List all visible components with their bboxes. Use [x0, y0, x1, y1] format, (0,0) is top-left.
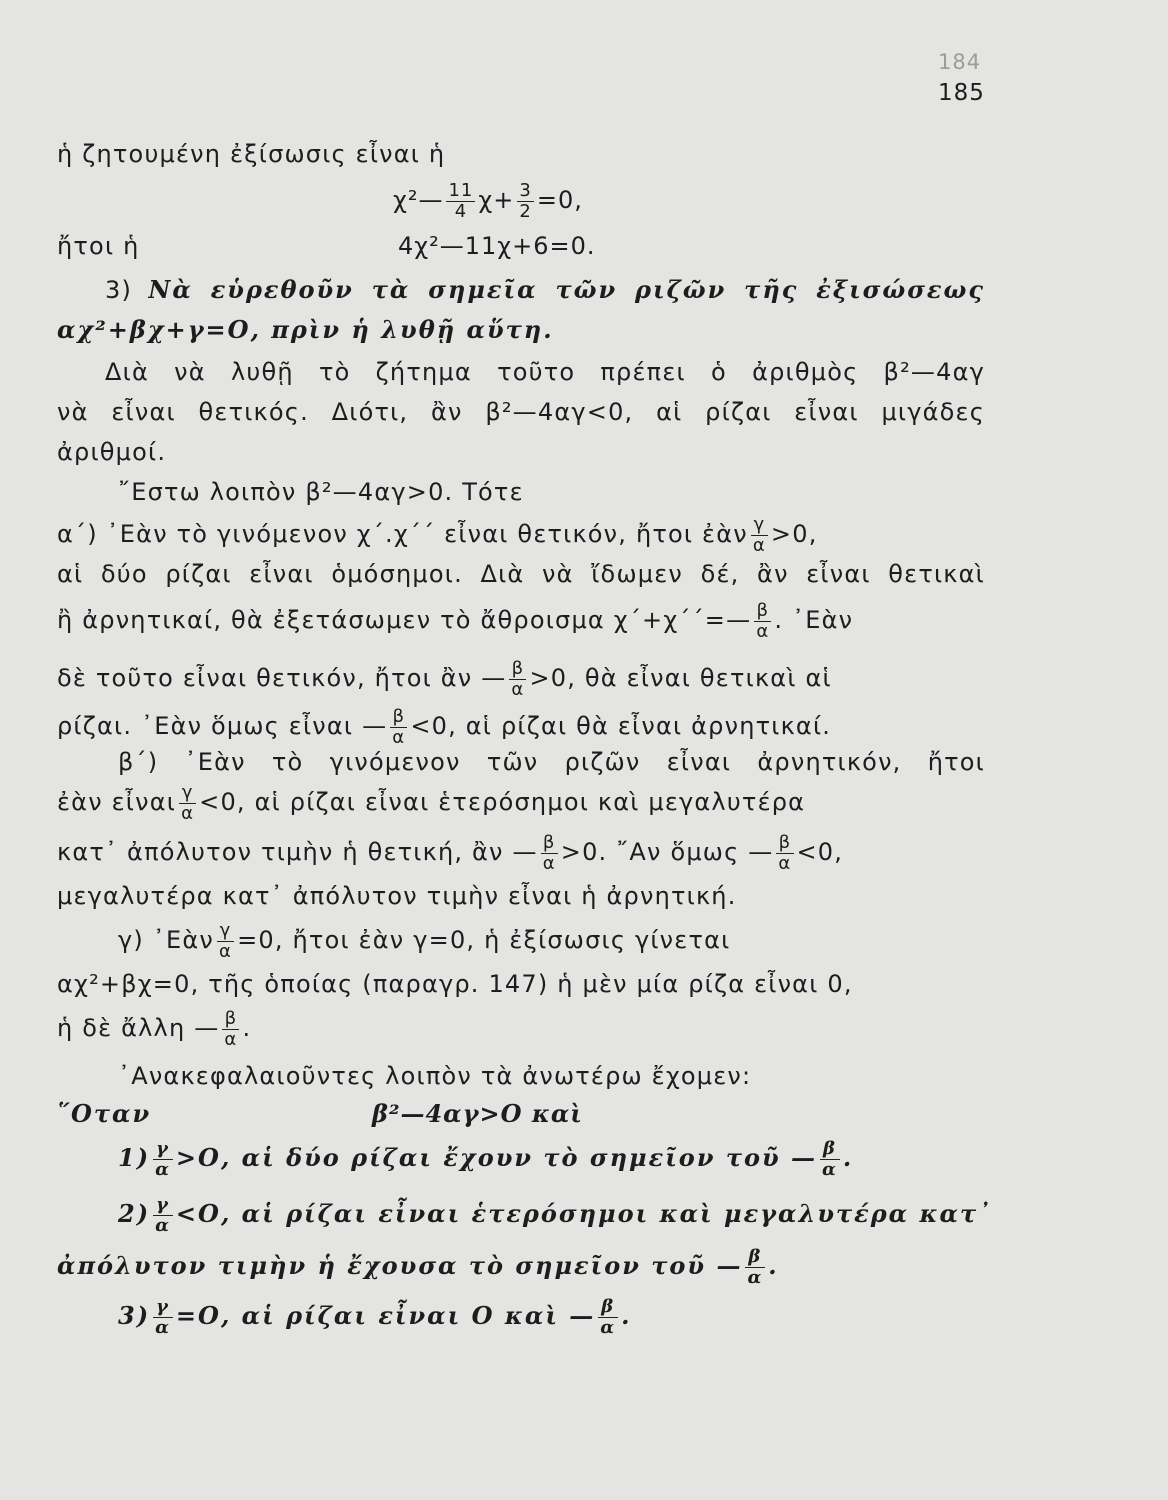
- text-line: ἡ ζητουμένη ἐξίσωσις εἶναι ἡ: [57, 140, 446, 168]
- text-line: Διὰ νὰ λυθῇ τὸ ζήτημα τοῦτο πρέπει ὁ ἀριθμὸς β²—4αγ: [105, 358, 985, 386]
- fraction: $\frac{\gamma}{\alpha}$: [181, 781, 195, 824]
- equation-2: 4χ²—11χ+6=0.: [398, 232, 596, 260]
- fraction: $\frac{3}{2}$: [519, 179, 532, 222]
- equation-1: χ²— $\frac{11}{4}$ χ+ $\frac{3}{2}$ =0,: [393, 179, 583, 222]
- summary-rule-3: 3) $\frac{\gamma}{\alpha}$ =Ο, αἱ ρίζαι εἶναι Ο καὶ — $\frac{\beta}{\alpha}$ .: [118, 1296, 632, 1338]
- text-line: δὲ τοῦτο εἶναι θετικόν, ἤτοι ἂν — $\frac{\beta}{\alpha}$ >0, θὰ εἶναι θετικαὶ αἱ: [57, 657, 832, 700]
- text-line: ἤτοι ἡ: [57, 232, 140, 260]
- text-line: ρίζαι. ᾿Εὰν ὅμως εἶναι — $\frac{\beta}{\alpha}$ <0, αἱ ρίζαι θὰ εἶναι ἀρνητικαί.: [57, 705, 832, 748]
- fraction: $\frac{\gamma}{\alpha}$: [219, 919, 233, 962]
- text-line: ἡ δὲ ἄλλη — $\frac{\beta}{\alpha}$ .: [57, 1007, 252, 1050]
- fraction: $\frac{\beta}{\alpha}$: [756, 599, 770, 642]
- text-line: μεγαλυτέρα κατ᾿ ἀπόλυτον τιμὴν εἶναι ἡ ἀρνητική.: [57, 882, 737, 910]
- text-line: α΄) ᾿Εὰν τὸ γινόμενον χ΄.χ΄΄ εἶναι θετικόν, ἤτοι ἐὰν $\frac{\gamma}{\alpha}$ >0,: [57, 513, 818, 556]
- fraction: $\frac{\beta}{\alpha}$: [747, 1246, 764, 1288]
- text-line: κατ᾿ ἀπόλυτον τιμὴν ἡ θετική, ἂν — $\frac{\beta}{\alpha}$ >0. ῎Αν ὅμως — $\frac{\beta}{\alpha}$ <0,: [57, 831, 844, 874]
- fraction: $\frac{\gamma}{\alpha}$: [155, 1194, 171, 1236]
- fraction: $\frac{\gamma}{\alpha}$: [155, 1138, 171, 1180]
- summary-rule-1: 1) $\frac{\gamma}{\alpha}$ >Ο, αἱ δύο ρίζαι ἔχουν τὸ σημεῖον τοῦ — $\frac{\beta}{\alpha}$ .: [118, 1138, 854, 1180]
- summary-rule-2-cont: ἀπόλυτον τιμὴν ἡ ἔχουσα τὸ σημεῖον τοῦ — $\frac{\beta}{\alpha}$ .: [57, 1246, 779, 1288]
- text-line: ἐὰν εἶναι $\frac{\gamma}{\alpha}$ <0, αἱ ρίζαι εἶναι ἑτερόσημοι καὶ μεγαλυτέρα: [57, 781, 806, 824]
- ghost-page-number: 184: [938, 50, 982, 74]
- fraction: $\frac{11}{4}$: [448, 179, 474, 222]
- text-line: β΄) ᾿Εὰν τὸ γινόμενον τῶν ριζῶν εἶναι ἀρνητικόν, ἤτοι: [118, 748, 985, 776]
- text-line: αἱ δύο ρίζαι εἶναι ὁμόσημοι. Διὰ νὰ ἴδωμεν δέ, ἂν εἶναι θετικαὶ: [57, 560, 985, 588]
- fraction: $\frac{\gamma}{\alpha}$: [752, 513, 766, 556]
- fraction: $\frac{\beta}{\alpha}$: [542, 831, 556, 874]
- text-line: ῎Εστω λοιπὸν β²—4αγ>0. Τότε: [118, 478, 524, 506]
- page-number: 185: [938, 80, 985, 106]
- text-line: ᾿Ανακεφαλαιοῦντες λοιπὸν τὰ ἀνωτέρω ἔχομεν:: [118, 1062, 752, 1090]
- fraction: $\frac{\beta}{\alpha}$: [511, 657, 525, 700]
- fraction: $\frac{\beta}{\alpha}$: [600, 1296, 617, 1338]
- text-line: αχ²+βχ=0, τῆς ὁποίας (παραγρ. 147) ἡ μὲν μία ρίζα εἶναι 0,: [57, 970, 853, 998]
- summary-condition: β²—4αγ>Ο καὶ: [372, 1099, 583, 1128]
- text-line: γ) ᾿Εὰν $\frac{\gamma}{\alpha}$ =0, ἤτοι ἐὰν γ=0, ἡ ἐξίσωσις γίνεται: [118, 919, 731, 962]
- summary-when: ῞Οταν: [57, 1099, 152, 1128]
- section-heading: 3) Νὰ εὑρεθοῦν τὰ σημεῖα τῶν ριζῶν τῆς ἐξισώσεως: [105, 275, 985, 304]
- fraction: $\frac{\beta}{\alpha}$: [392, 705, 406, 748]
- fraction: $\frac{\beta}{\alpha}$: [778, 831, 792, 874]
- fraction: $\frac{\gamma}{\alpha}$: [155, 1296, 171, 1338]
- text-line: ἢ ἀρνητικαί, θὰ ἐξετάσωμεν τὸ ἄθροισμα χ΄+χ΄΄=— $\frac{\beta}{\alpha}$ . ᾿Εὰν: [57, 599, 854, 642]
- section-heading-cont: αχ²+βχ+γ=Ο, πρὶν ἡ λυθῇ αὕτη.: [57, 315, 554, 344]
- fraction: $\frac{\beta}{\alpha}$: [224, 1007, 238, 1050]
- text-line: νὰ εἶναι θετικός. Διότι, ἂν β²—4αγ<0, αἱ ρίζαι εἶναι μιγάδες: [57, 398, 985, 426]
- fraction: $\frac{\beta}{\alpha}$: [821, 1138, 838, 1180]
- text-line: ἀριθμοί.: [57, 438, 167, 466]
- summary-rule-2: 2) $\frac{\gamma}{\alpha}$ <Ο, αἱ ρίζαι εἶναι ἑτερόσημοι καὶ μεγαλυτέρα κατ᾿: [118, 1194, 993, 1236]
